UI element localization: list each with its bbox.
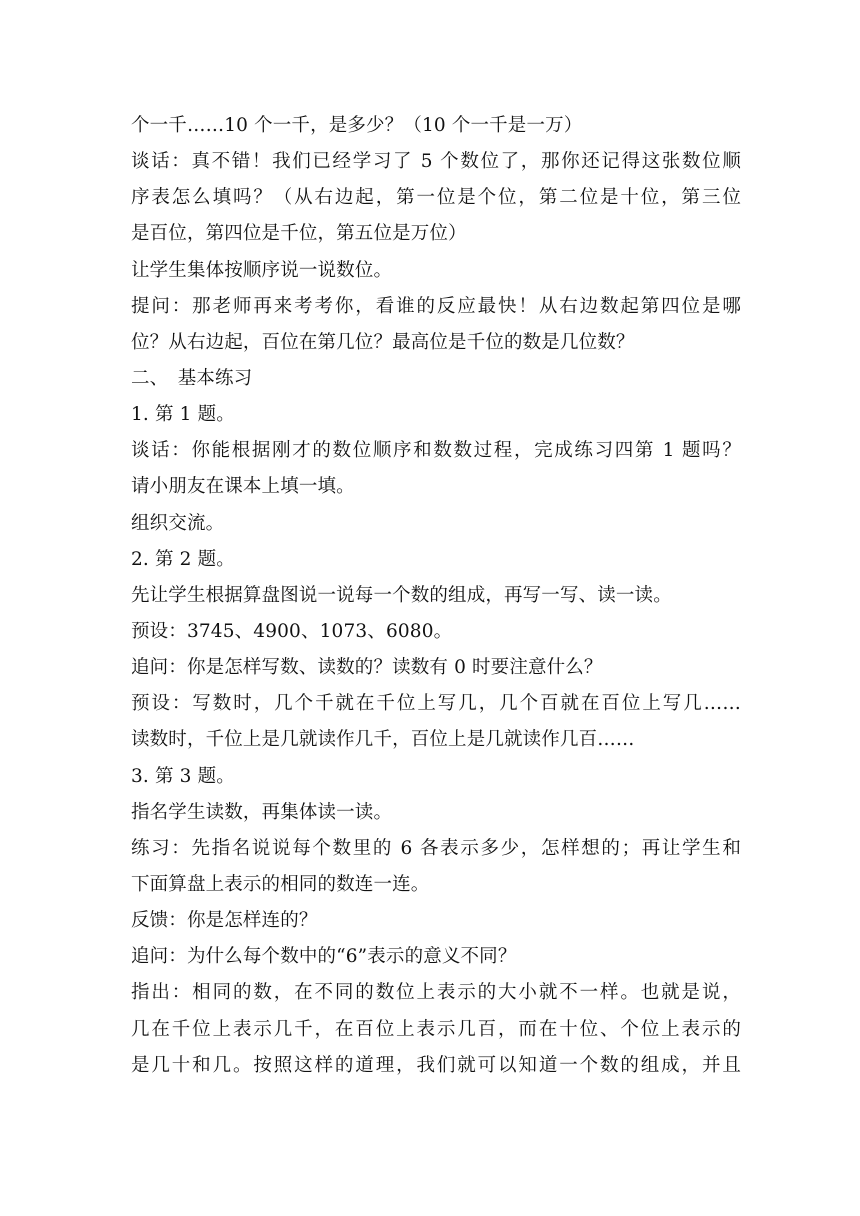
text-line: 先让学生根据算盘图说一说每一个数的组成，再写一写、读一读。 xyxy=(131,584,672,606)
text-line: 下面算盘上表示的相同的数连一连。 xyxy=(131,873,430,895)
text-line: 让学生集体按顺序说一说数位。 xyxy=(131,259,393,281)
text-line: 几在千位上表示几千，在百位上表示几百，而在十位、个位上表示的 xyxy=(131,1018,741,1040)
text-line: 预设：3745、4900、1073、6080。 xyxy=(131,620,453,642)
text-line: 指出：相同的数，在不同的数位上表示的大小就不一样。也就是说， xyxy=(131,982,741,1004)
text-line: 反馈：你是怎样连的？ xyxy=(131,910,318,932)
text-line: 练习：先指名说说每个数里的 6 各表示多少，怎样想的；再让学生和 xyxy=(131,837,741,859)
section-heading: 二、 基本练习 xyxy=(131,367,253,389)
text-line: 是百位，第四位是千位，第五位是万位） xyxy=(131,223,467,245)
text-line: 追问：你是怎样写数、读数的？读数有 0 时要注意什么？ xyxy=(131,657,603,679)
text-line: 谈话：真不错！我们已经学习了 5 个数位了，那你还记得这张数位顺 xyxy=(131,151,741,173)
exercise-heading: 1. 第 1 题。 xyxy=(131,404,235,426)
text-line: 提问：那老师再来考考你，看谁的反应最快！从右边数起第四位是哪 xyxy=(131,295,741,317)
text-line: 是几十和几。按照这样的道理，我们就可以知道一个数的组成，并且 xyxy=(131,1054,741,1076)
text-line: 位？从右边起，百位在第几位？最高位是千位的数是几位数？ xyxy=(131,331,635,353)
text-line: 请小朋友在课本上填一填。 xyxy=(131,476,355,498)
text-line: 谈话：你能根据刚才的数位顺序和数数过程，完成练习四第 1 题吗？ xyxy=(131,440,741,462)
body-text xyxy=(131,108,741,1084)
exercise-heading: 3. 第 3 题。 xyxy=(131,765,235,787)
text-line: 序表怎么填吗？（从右边起，第一位是个位，第二位是十位，第三位 xyxy=(131,187,741,209)
text-line: 追问：为什么每个数中的“6”表示的意义不同？ xyxy=(131,946,517,968)
text-line: 读数时，千位上是几就读作几千，百位上是几就读作几百…… xyxy=(131,729,635,751)
text-line: 组织交流。 xyxy=(131,512,225,534)
text-line: 指名学生读数，再集体读一读。 xyxy=(131,801,393,823)
exercise-heading: 2. 第 2 题。 xyxy=(131,548,235,570)
text-line: 预设：写数时，几个千就在千位上写几，几个百就在百位上写几…… xyxy=(131,693,741,715)
text-line: 个一千……10 个一千，是多少？（10 个一千是一万） xyxy=(131,115,583,136)
